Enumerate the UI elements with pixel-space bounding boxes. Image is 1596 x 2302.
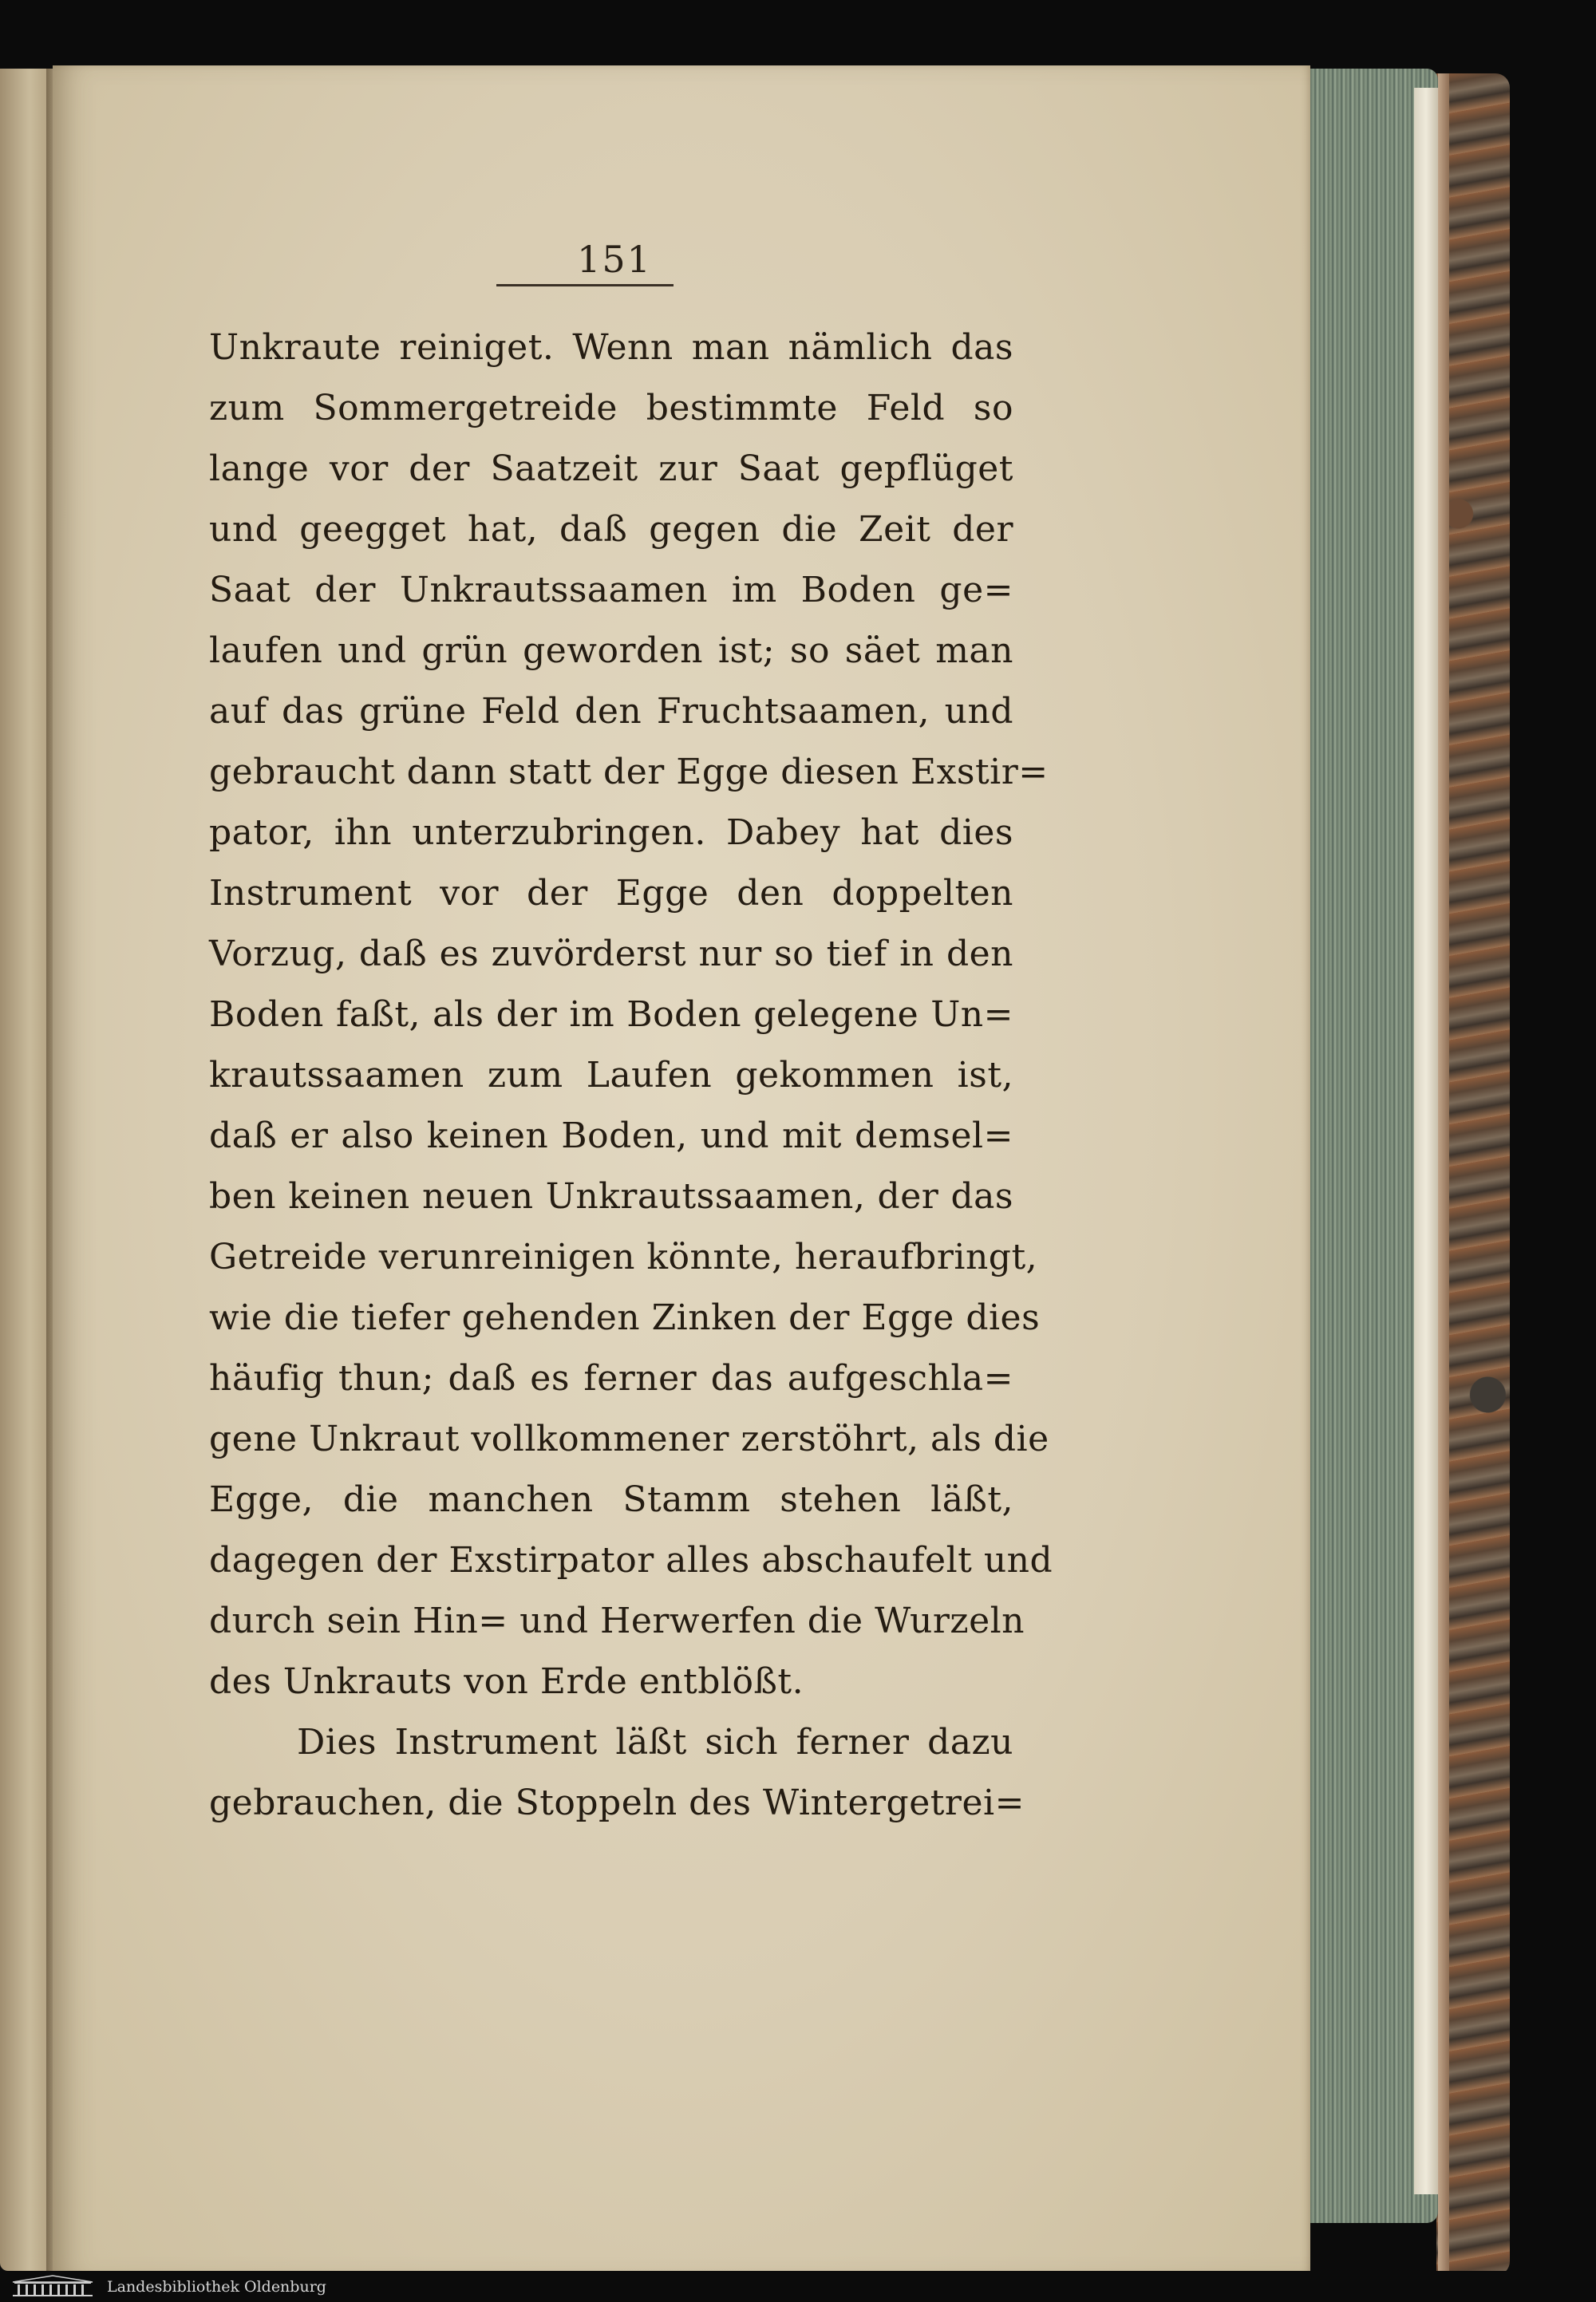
text-line: dagegen der Exstirpator alles abschaufelt und <box>209 1540 1053 1581</box>
text-line: gebraucht dann statt der Egge diesen Exstir= <box>209 752 1049 792</box>
text-line: häufig thun; daß es ferner das aufgeschla= <box>209 1358 1013 1399</box>
text-line: und geegget hat, daß gegen die Zeit der <box>209 509 1013 550</box>
page-text <box>209 318 1053 1834</box>
text-line: Boden faßt, als der im Boden gelegene Un= <box>209 994 1013 1035</box>
footer-bar <box>0 2271 1596 2302</box>
text-line: Instrument vor der Egge den doppelten <box>209 873 1013 914</box>
text-line: Getreide verunreinigen könnte, heraufbringt, <box>209 1237 1038 1277</box>
left-page-edge <box>0 69 49 2271</box>
page-number-rule <box>496 284 674 286</box>
text-line: laufen und grün geworden ist; so säet man <box>209 630 1013 671</box>
page-number: 151 <box>577 238 652 281</box>
text-line: gebrauchen, die Stoppeln des Wintergetrei= <box>209 1783 1025 1823</box>
library-building-icon <box>6 2274 99 2298</box>
text-line: krautssaamen zum Laufen gekommen ist, <box>209 1055 1013 1096</box>
text-line: Saat der Unkrautssaamen im Boden ge= <box>209 570 1013 610</box>
text-line: zum Sommergetreide bestimmte Feld so <box>209 388 1013 428</box>
text-line: ben keinen neuen Unkrautssaamen, der das <box>209 1176 1013 1217</box>
text-line: durch sein Hin= und Herwerfen die Wurzeln <box>209 1601 1025 1641</box>
text-line: wie die tiefer gehenden Zinken der Egge dies <box>209 1297 1041 1338</box>
text-line: gene Unkraut vollkommener zerstöhrt, als die <box>209 1419 1049 1459</box>
text-line: auf das grüne Feld den Fruchtsaamen, und <box>209 691 1013 732</box>
text-line: Dies Instrument läßt sich ferner dazu <box>297 1722 1013 1763</box>
text-line: lange vor der Saatzeit zur Saat gepflüget <box>209 448 1013 489</box>
back-cover-edge <box>1438 73 1449 2276</box>
text-line: Egge, die manchen Stamm stehen läßt, <box>209 1479 1013 1520</box>
text-line: Unkraute reiniget. Wenn man nämlich das <box>209 327 1013 368</box>
text-line: pator, ihn unterzubringen. Dabey hat dies <box>209 812 1013 853</box>
footer-label: Landesbibliothek Oldenburg <box>107 2278 326 2296</box>
page-fore-edge-highlight <box>1414 88 1438 2194</box>
text-line: Vorzug, daß es zuvörderst nur so tief in den <box>209 934 1013 974</box>
text-line: daß er also keinen Boden, und mit demsel= <box>209 1115 1013 1156</box>
text-line: des Unkrauts von Erde entblößt. <box>209 1661 804 1702</box>
